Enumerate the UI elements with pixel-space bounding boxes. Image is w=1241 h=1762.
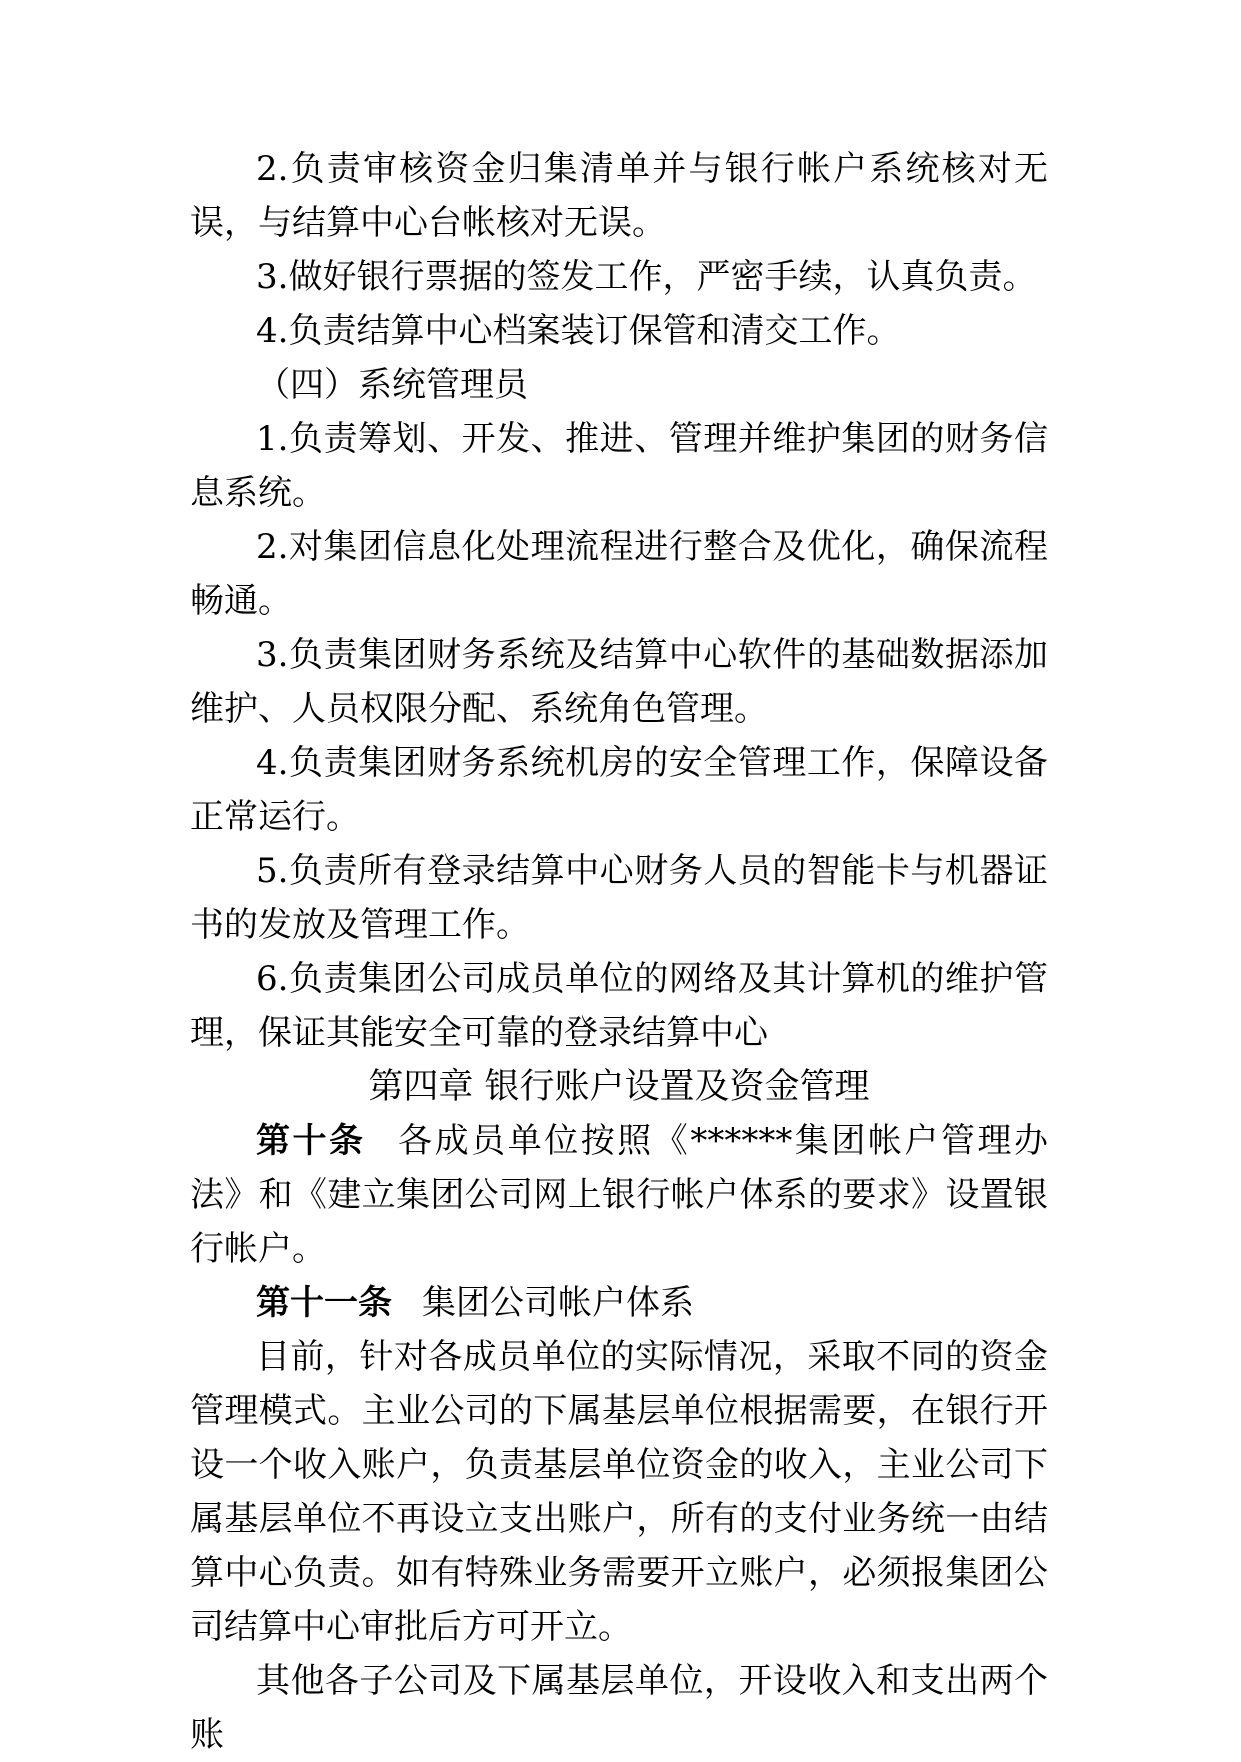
paragraph-item-3: 3.做好银行票据的签发工作，严密手续，认真负责。 xyxy=(256,257,1037,297)
article-11 xyxy=(190,1276,1048,1330)
paragraph-admin-6: 6.负责集团公司成员单位的网络及其计算机的维护管理，保证其能安全可靠的登录结算中心 xyxy=(190,959,1048,1053)
paragraph-admin-2: 2.对集团信息化处理流程进行整合及优化，确保流程畅通。 xyxy=(190,527,1048,621)
article-10-text: 各成员单位按照《******集团帐户管理办法》和《建立集团公司网上银行帐户体系的要求》设置银行帐户。 xyxy=(190,1121,1049,1269)
body-paragraph-1: 目前，针对各成员单位的实际情况，采取不同的资金管理模式。主业公司的下属基层单位根据需要，在银行开设一个收入账户，负责基层单位资金的收入，主业公司下属基层单位不再设立支出账户，所有的支付业务统一由结算中心负责。如有特殊业务需要开立账户，必须报集团公司结算中心审批后方可开立。 xyxy=(190,1337,1048,1647)
paragraph-item-2: 2.负责审核资金归集清单并与银行帐户系统核对无误，与结算中心台帐核对无误。 xyxy=(190,149,1048,243)
section-heading-system-admin: （四）系统管理员 xyxy=(256,365,528,405)
document-page xyxy=(190,142,1048,1762)
chapter-title: 第四章 银行账户设置及资金管理 xyxy=(368,1067,870,1107)
article-10 xyxy=(190,1114,1048,1276)
body-paragraph-2: 其他各子公司及下属基层单位，开设收入和支出两个账 xyxy=(190,1661,1048,1755)
paragraph-admin-3: 3.负责集团财务系统及结算中心软件的基础数据添加维护、人员权限分配、系统角色管理。 xyxy=(190,635,1048,729)
paragraph-item-4: 4.负责结算中心档案装订保管和清交工作。 xyxy=(256,311,901,351)
article-11-label: 第十一条 xyxy=(256,1283,392,1323)
article-11-text: 集团公司帐户体系 xyxy=(422,1283,694,1323)
paragraph-admin-1: 1.负责筹划、开发、推进、管理并维护集团的财务信息系统。 xyxy=(190,419,1048,513)
article-10-label: 第十条 xyxy=(256,1121,366,1161)
paragraph-admin-5: 5.负责所有登录结算中心财务人员的智能卡与机器证书的发放及管理工作。 xyxy=(190,851,1048,945)
paragraph-admin-4: 4.负责集团财务系统机房的安全管理工作，保障设备正常运行。 xyxy=(190,743,1048,837)
